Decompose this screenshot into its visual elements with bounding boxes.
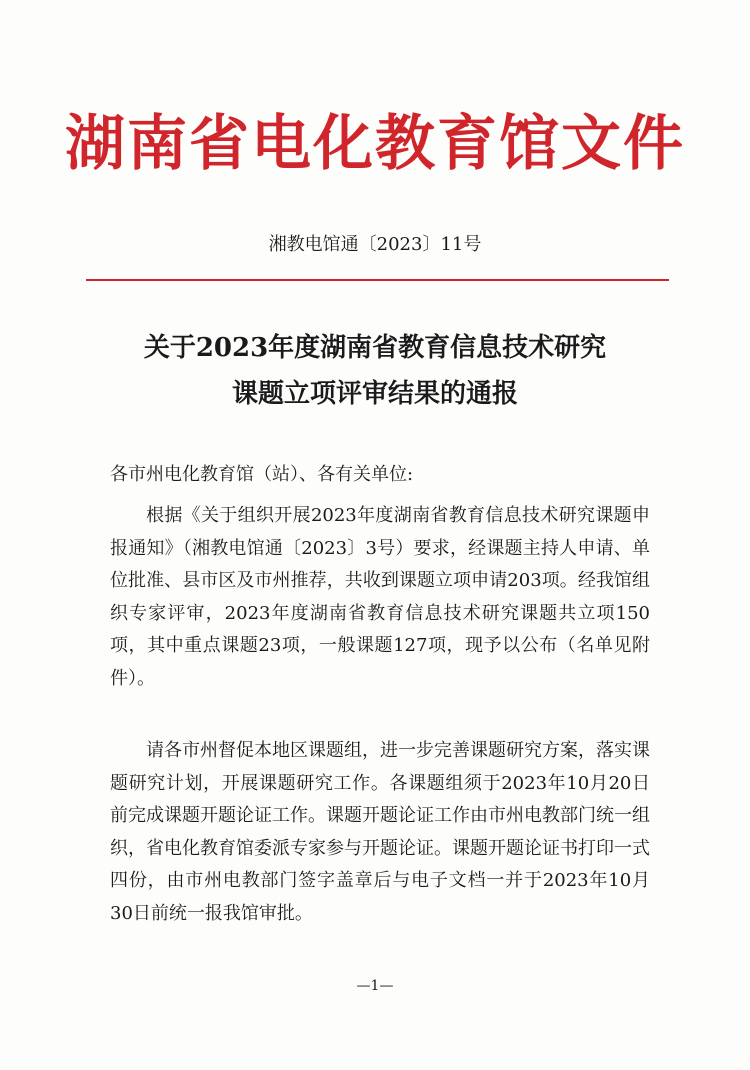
body-paragraph-2: 请各市州督促本地区课题组，进一步完善课题研究方案，落实课题研究计划，开展课题研究工作。各课题组须于2023年10月20日前完成课题开题论证工作。课题开题论证工作由市州电教部门统一组织，省电化教育馆委派专家参与开题论证。课题开题论证书打印一式四份，由市州电教部门签字盖章后与电子文档一并于2023年10月30日前统一报我馆审批。 [110,740,650,924]
document-title-line-2: 课题立项评审结果的通报 [231,379,518,409]
red-divider-line [86,279,669,281]
document-title-line-1: 关于2023年度湖南省教育信息技术研究 [143,333,607,363]
body-paragraph-1: 根据《关于组织开展2023年度湖南省教育信息技术研究课题申报通知》（湘教电馆通〔2023〕3号）要求，经课题主持人申请、单位批准、县市区及市州推荐，共收到课题立项申请203项。经我馆组织专家评审，2023年度湖南省教育信息技术研究课题共立项150项，其中重点课题23项，一般课题127项，现予以公布（名单见附件）。 [110,505,650,689]
document-header: 湖南省电化教育馆文件 [65,109,685,179]
salutation: 各市州电化教育馆（站）、各有关单位: [110,464,414,485]
page-number: —1— [356,978,394,994]
document-number: 湘教电馆通〔2023〕11号 [268,234,482,255]
